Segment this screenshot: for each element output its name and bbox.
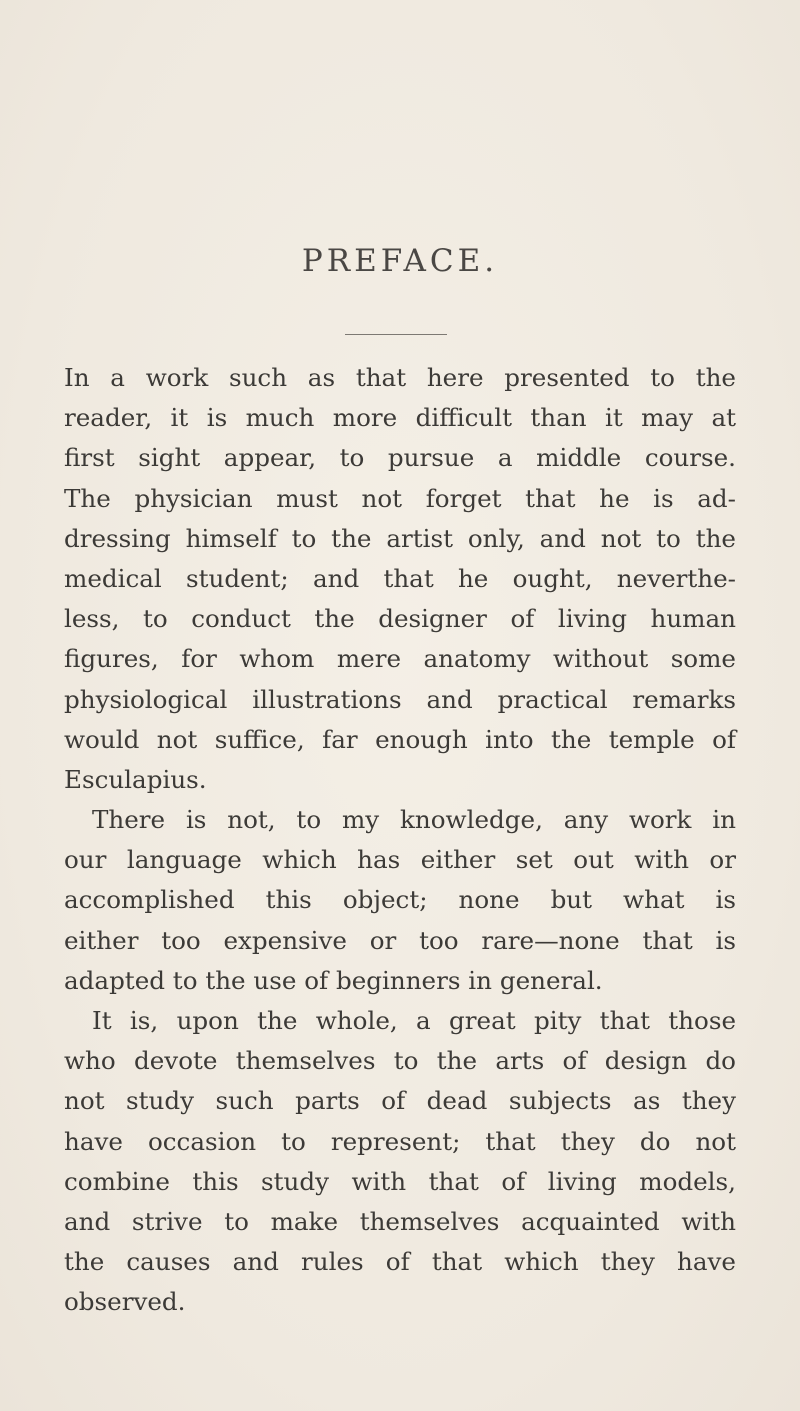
text-line: medical student; and that he ought, neverthe- — [64, 563, 736, 593]
text-line: and strive to make themselves acquainted with — [64, 1206, 736, 1236]
text-line: figures, for whom mere anatomy without some — [64, 644, 736, 674]
text-line: adapted to the use of beginners in general. — [64, 965, 603, 995]
paragraph-3 — [64, 1001, 736, 1323]
text-line: combine this study with that of living models, — [64, 1166, 736, 1196]
text-line: reader, it is much more difficult than it may at — [64, 403, 736, 433]
text-line: not study such parts of dead subjects as they — [64, 1086, 736, 1116]
text-line: accomplished this object; none but what is — [64, 885, 736, 915]
text-line: Esculapius. — [64, 764, 207, 794]
text-line: There is not, to my knowledge, any work in — [92, 805, 736, 835]
text-line: first sight appear, to pursue a middle course. — [64, 443, 736, 473]
text-line: our language which has either set out with or — [64, 845, 736, 875]
text-line: have occasion to represent; that they do not — [64, 1126, 736, 1156]
text-line: would not suffice, far enough into the temple of — [64, 724, 736, 754]
text-line: less, to conduct the designer of living human — [64, 604, 736, 634]
text-line: The physician must not forget that he is ad- — [64, 483, 736, 513]
page-title: PREFACE. — [301, 243, 499, 279]
text-line: physiological illustrations and practical remarks — [64, 684, 736, 714]
paragraph-1 — [64, 358, 736, 800]
text-line: In a work such as that here presented to the — [64, 363, 736, 392]
text-line: either too expensive or too rare—none that is — [64, 925, 736, 955]
preface-body — [64, 358, 736, 1323]
paragraph-2 — [64, 800, 736, 1001]
text-line: the causes and rules of that which they have — [64, 1247, 736, 1277]
text-line: It is, upon the whole, a great pity that those — [92, 1006, 736, 1035]
title-rule-divider — [345, 334, 447, 335]
text-line: observed. — [64, 1287, 186, 1317]
text-line: who devote themselves to the arts of design do — [64, 1046, 736, 1076]
text-line: dressing himself to the artist only, and not to the — [64, 523, 736, 553]
